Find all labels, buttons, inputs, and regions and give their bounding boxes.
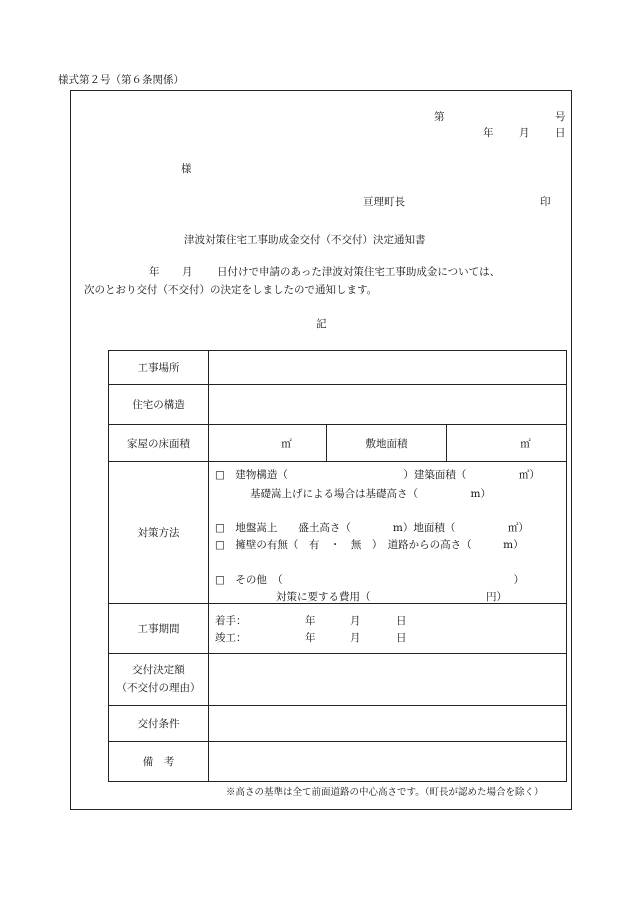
row-period	[109, 604, 567, 654]
measure-building-structure: □ 建物構造（ ）建築面積（ ㎡）	[215, 469, 540, 481]
period-label: 工事期間	[109, 604, 209, 654]
floor-area-label: 家屋の床面積	[109, 425, 209, 462]
body-line-2: 次のとおり交付（不交付）の決定をしましたので通知します。	[84, 284, 378, 296]
document-number-suffix: 号	[555, 111, 566, 123]
period-start-month: 月	[350, 615, 361, 627]
measure-retaining-wall: □ 擁壁の有無（ 有 ・ 無 ） 道路からの高さ（ m）	[215, 539, 524, 551]
period-start-label: 着手：	[215, 615, 247, 627]
conditions-label: 交付条件	[109, 706, 209, 742]
document-title: 津波対策住宅工事助成金交付（不交付）決定通知書	[184, 234, 426, 246]
document-number-prefix: 第	[434, 111, 445, 123]
row-conditions	[109, 706, 567, 742]
remarks-value	[209, 742, 567, 782]
row-remarks	[109, 742, 567, 782]
seal-mark: 印	[540, 196, 551, 208]
site-value	[209, 351, 567, 385]
measure-other: □ その他 （ ）	[215, 574, 525, 586]
conditions-value	[209, 706, 567, 742]
row-amount	[109, 654, 567, 706]
ki-marker: 記	[316, 318, 327, 330]
body-month: 月	[182, 266, 193, 278]
details-table	[108, 350, 567, 782]
period-end-day: 日	[396, 632, 407, 644]
date-month: 月	[519, 127, 530, 139]
measures-label: 対策方法	[109, 462, 209, 604]
footnote: ※高さの基準は全て前面道路の中心高さです。（町長が認めた場合を除く）	[226, 787, 544, 798]
body-line-1: 日付けで申請のあった津波対策住宅工事助成金については、	[217, 266, 501, 278]
land-area-label: 敷地面積	[327, 425, 447, 462]
date-year: 年	[483, 127, 494, 139]
row-site	[109, 351, 567, 385]
period-cell	[209, 604, 567, 654]
structure-value	[209, 385, 567, 425]
measures-cell	[209, 462, 567, 604]
floor-area-unit: ㎡	[209, 425, 327, 462]
issuer-name: 亘理町長	[363, 196, 405, 208]
amount-value	[209, 654, 567, 706]
structure-label: 住宅の構造	[109, 385, 209, 425]
land-area-unit: ㎡	[447, 425, 567, 462]
measure-ground-raising: □ 地盤嵩上 盛土高さ（ m）地面積（ ㎡）	[215, 522, 529, 534]
period-end-label: 竣工：	[215, 632, 247, 644]
row-structure	[109, 385, 567, 425]
date-day: 日	[555, 127, 566, 139]
amount-label-sub: （不交付の理由）	[116, 681, 201, 694]
amount-label-main: 交付決定額	[132, 663, 185, 676]
period-end-year: 年	[305, 632, 316, 644]
site-label: 工事場所	[109, 351, 209, 385]
addressee-suffix: 様	[181, 163, 192, 175]
period-start-year: 年	[305, 615, 316, 627]
period-end-month: 月	[350, 632, 361, 644]
body-year: 年	[149, 266, 160, 278]
measure-foundation-height: 基礎嵩上げによる場合は基礎高さ（ m）	[250, 488, 491, 500]
measure-cost: 対策に要する費用（ 円）	[276, 591, 507, 603]
amount-label	[109, 654, 209, 706]
period-start-day: 日	[396, 615, 407, 627]
form-number: 様式第２号（第６条関係）	[58, 74, 184, 86]
row-measures	[109, 462, 567, 604]
remarks-label: 備 考	[109, 742, 209, 782]
row-area	[109, 425, 567, 462]
